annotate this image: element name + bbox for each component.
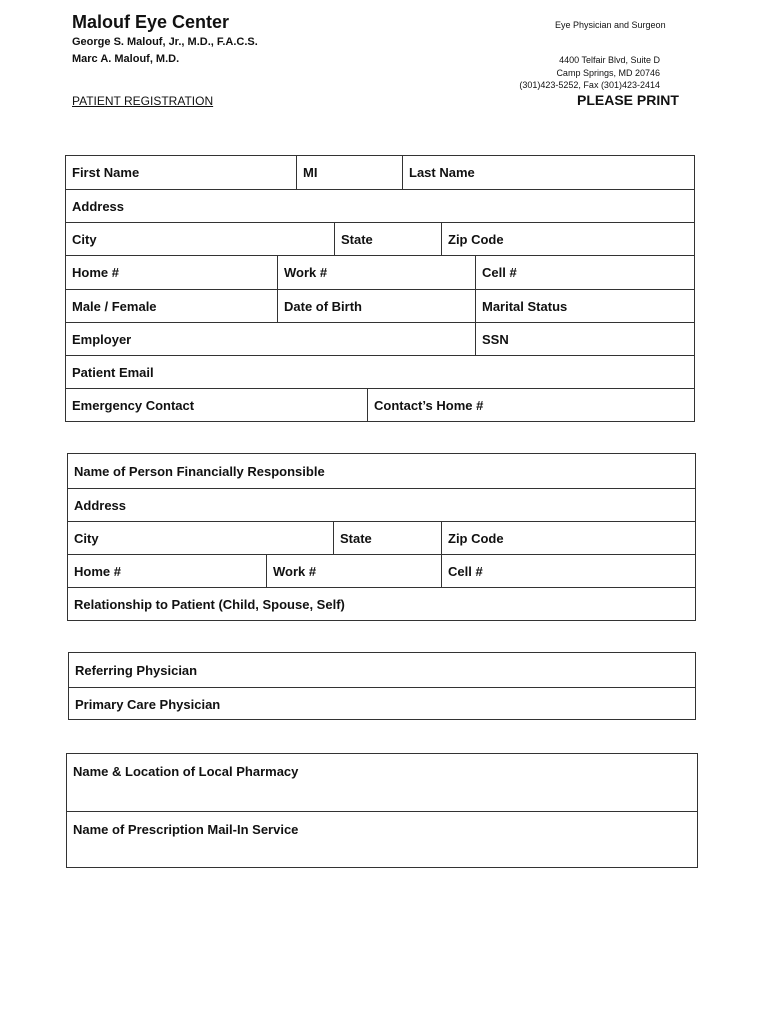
doctor-name-1: George S. Malouf, Jr., M.D., F.A.C.S. [72, 36, 258, 48]
work-phone-field[interactable] [277, 256, 475, 289]
field-label: Marital Status [482, 298, 568, 314]
field-label: First Name [72, 165, 140, 180]
phone-fax: (301)423-5252, Fax (301)423-2414 [519, 80, 660, 90]
field-label: City [72, 231, 97, 247]
table-row [68, 454, 695, 488]
field-label: MI [303, 165, 318, 180]
field-label: Zip Code [448, 231, 504, 247]
responsible-cell-phone-field[interactable] [441, 555, 695, 587]
field-label: Name of Person Financially Responsible [74, 463, 325, 479]
field-label: Address [74, 497, 127, 513]
responsible-city-field[interactable] [68, 522, 333, 554]
clinic-name: Malouf Eye Center [72, 12, 230, 32]
table-row [67, 754, 697, 811]
contact-home-phone-field[interactable] [367, 389, 694, 421]
table-row [68, 488, 695, 521]
sex-field[interactable] [66, 290, 277, 322]
first-name-field[interactable] [66, 156, 296, 189]
city-field[interactable] [66, 223, 334, 255]
table-row [66, 255, 694, 289]
field-label: Name of Prescription Mail-In Service [73, 822, 299, 837]
table-row [66, 156, 694, 189]
field-label: Cell # [448, 563, 483, 579]
address-line-1: 4400 Telfair Blvd, Suite D [559, 55, 660, 65]
please-print: PLEASE PRINT [577, 92, 679, 108]
mail-in-service-field[interactable] [67, 812, 697, 867]
address-line-2: Camp Springs, MD 20746 [556, 67, 660, 78]
field-label: Referring Physician [75, 662, 198, 678]
cell-phone-field[interactable] [475, 256, 694, 289]
field-label: Primary Care Physician [75, 696, 221, 712]
field-label: State [341, 231, 373, 247]
patient-info-table [65, 155, 695, 422]
local-pharmacy-field[interactable] [67, 754, 697, 811]
table-row [67, 811, 697, 867]
table-row [66, 189, 694, 222]
doctor-name-2: Marc A. Malouf, M.D. [72, 53, 180, 65]
field-label: Name & Location of Local Pharmacy [73, 764, 299, 779]
table-row [66, 222, 694, 255]
responsible-party-table [67, 453, 696, 621]
field-label: Work # [273, 563, 317, 579]
table-row [68, 587, 695, 620]
table-row [69, 687, 695, 720]
responsible-name-field[interactable] [68, 454, 695, 488]
responsible-zip-field[interactable] [441, 522, 695, 554]
field-label: Zip Code [448, 530, 504, 546]
table-row [66, 289, 694, 322]
field-label: Contact’s Home # [374, 397, 484, 413]
zip-field[interactable] [441, 223, 694, 255]
responsible-home-phone-field[interactable] [68, 555, 266, 587]
field-label: Emergency Contact [72, 397, 195, 413]
table-row [69, 653, 695, 687]
address-field[interactable] [66, 190, 694, 222]
emergency-contact-field[interactable] [66, 389, 367, 421]
mi-field[interactable] [296, 156, 402, 189]
clinic-address [519, 54, 660, 92]
physicians-table [68, 652, 696, 720]
field-label: State [340, 530, 372, 546]
field-label: Male / Female [72, 298, 157, 314]
field-label: Home # [72, 265, 119, 280]
ssn-field[interactable] [475, 323, 694, 355]
responsible-work-phone-field[interactable] [266, 555, 441, 587]
field-label: Address [72, 198, 125, 214]
responsible-state-field[interactable] [333, 522, 441, 554]
employer-field[interactable] [66, 323, 475, 355]
home-phone-field[interactable] [66, 256, 277, 289]
table-row [66, 322, 694, 355]
relationship-field[interactable] [68, 588, 695, 620]
table-row [68, 554, 695, 587]
field-label: City [74, 530, 99, 546]
marital-status-field[interactable] [475, 290, 694, 322]
patient-email-field[interactable] [66, 356, 694, 388]
table-row [66, 388, 694, 421]
field-label: Date of Birth [284, 298, 362, 314]
field-label: Patient Email [72, 364, 154, 380]
dob-field[interactable] [277, 290, 475, 322]
last-name-field[interactable] [402, 156, 694, 189]
field-label: Last Name [409, 165, 475, 180]
table-row [66, 355, 694, 388]
field-label: SSN [482, 331, 509, 347]
field-label: Employer [72, 331, 132, 347]
state-field[interactable] [334, 223, 441, 255]
field-label: Work # [284, 265, 328, 280]
specialty: Eye Physician and Surgeon [555, 20, 666, 30]
referring-physician-field[interactable] [69, 653, 695, 687]
field-label: Cell # [482, 265, 517, 280]
table-row [68, 521, 695, 554]
form-title: PATIENT REGISTRATION [72, 94, 214, 108]
field-label: Relationship to Patient (Child, Spouse, Self) [74, 596, 345, 612]
pharmacy-table [66, 753, 698, 868]
responsible-address-field[interactable] [68, 489, 695, 521]
primary-care-physician-field[interactable] [69, 688, 695, 720]
field-label: Home # [74, 563, 121, 579]
